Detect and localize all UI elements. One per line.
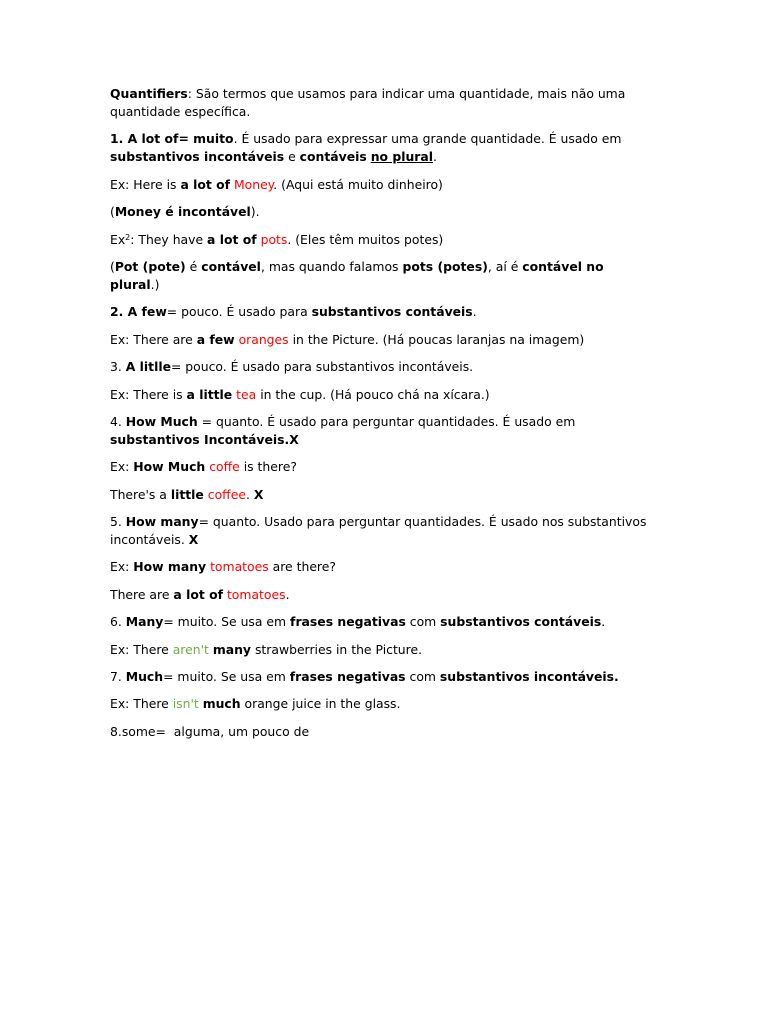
example-4-end: in the cup. (Há pouco chá na xícara.) — [256, 386, 490, 402]
example-7-end: strawberries in the Picture. — [251, 641, 423, 657]
item-5-heading: How many — [125, 514, 199, 530]
example-2-noun: pots — [260, 231, 288, 247]
answer-5-quantifier: little — [170, 486, 204, 502]
item-2-paragraph — [110, 303, 655, 321]
example-6-start: Ex: — [110, 559, 134, 575]
item-6-negative: frases negativas — [290, 614, 406, 630]
item-7-number: 7. — [110, 669, 126, 685]
example-2-start: : They have — [130, 231, 208, 247]
example-7-quantifier: many — [212, 641, 251, 657]
item-4-uncountable: substantivos Incontáveis.X — [110, 431, 299, 447]
item-6-text: = muito. Se usa em — [163, 614, 291, 630]
example-4-quantifier: a little — [186, 386, 233, 402]
example-3-quantifier: a few — [196, 331, 235, 347]
answer-6-paragraph — [110, 586, 655, 604]
item-6-period: . — [601, 614, 606, 630]
example-3-start: Ex: There are — [110, 331, 197, 347]
example-3-end: in the Picture. (Há poucas laranjas na imagem) — [288, 331, 585, 347]
note-1-close: ). — [250, 204, 260, 220]
item-3-text: = pouco. É usado para substantivos incontáveis. — [170, 359, 474, 375]
example-2-superscript: 2 — [125, 232, 131, 242]
item-3-number: 3. — [110, 359, 126, 375]
example-1-start: Ex: Here is — [110, 176, 181, 192]
item-6-number: 6. — [110, 614, 126, 630]
example-4-noun: tea — [236, 386, 257, 402]
example-8-start: Ex: There — [110, 696, 173, 712]
item-5-text: = quanto. Usado para perguntar quantidades. É usado nos substantivos incontáveis. — [110, 514, 647, 548]
item-1-plural: no plural — [370, 149, 433, 165]
example-1-quantifier: a lot of — [180, 176, 231, 192]
item-4-text: = quanto. É usado para perguntar quantidades. É usado em — [197, 413, 576, 429]
item-7-heading: Much — [125, 669, 164, 685]
answer-6-start: There are — [110, 586, 174, 602]
note-1-text: Money é incontável — [114, 204, 251, 220]
example-1-end: . (Aqui está muito dinheiro) — [273, 176, 443, 192]
example-3-noun: oranges — [238, 331, 289, 347]
item-8-paragraph — [110, 723, 655, 741]
intro-text: : São termos que usamos para indicar uma quantidade, mais não uma quantidade específica. — [110, 86, 626, 119]
item-2-period: . — [472, 304, 477, 320]
example-8-end: orange juice in the glass. — [240, 696, 401, 712]
item-3-paragraph — [110, 358, 655, 376]
item-6-heading: Many — [125, 614, 164, 630]
item-6-countable: substantivos contáveis — [440, 614, 602, 630]
answer-6-quantifier: a lot of — [173, 586, 223, 602]
note-2-pot: Pot (pote) — [114, 258, 186, 274]
item-4-heading: How Much — [125, 413, 198, 429]
example-2-ex: Ex — [110, 231, 126, 247]
example-6-paragraph — [110, 558, 655, 576]
item-2-heading: 2. A few — [110, 304, 167, 320]
document-body — [110, 85, 655, 750]
item-1-and: e — [284, 149, 300, 165]
example-5-quantifier: How Much — [133, 459, 206, 475]
intro-paragraph — [110, 85, 655, 121]
item-1-countable: contáveis — [299, 149, 367, 165]
example-7-negation: aren't — [172, 641, 209, 657]
example-5-start: Ex: — [110, 459, 134, 475]
item-4-number: 4. — [110, 413, 126, 429]
example-1-paragraph — [110, 176, 655, 194]
answer-6-noun: tomatoes — [226, 586, 286, 602]
example-5-paragraph — [110, 458, 655, 476]
item-1-period: . — [433, 149, 437, 165]
note-2-countable-plural: contável no plural — [110, 258, 604, 292]
example-1-noun: Money — [233, 176, 274, 192]
item-1-uncountable: substantivos incontáveis — [110, 149, 285, 165]
item-7-paragraph — [110, 668, 655, 686]
item-1-paragraph — [110, 130, 655, 166]
example-6-noun: tomatoes — [210, 559, 269, 575]
item-7-uncountable: substantivos incontáveis. — [439, 669, 619, 685]
note-2-open: ( — [110, 258, 115, 274]
item-1-text: . É usado para expressar uma grande quantidade. É usado em — [233, 131, 622, 147]
answer-5-paragraph — [110, 486, 655, 504]
answer-5-start: There's a — [110, 486, 171, 502]
example-5-end: is there? — [239, 459, 297, 475]
item-2-countable: substantivos contáveis — [311, 304, 473, 320]
item-5-number: 5. — [110, 514, 126, 530]
example-8-negation: isn't — [172, 696, 199, 712]
intro-term: Quantifiers — [110, 86, 188, 101]
example-2-paragraph — [110, 231, 655, 249]
item-6-with: com — [405, 614, 441, 630]
item-2-text: = pouco. É usado para — [166, 304, 312, 320]
item-8-text: 8.some= alguma, um pouco de — [110, 723, 310, 739]
example-5-noun: coffe — [209, 459, 240, 475]
note-2-then: , aí é — [487, 258, 523, 274]
example-7-start: Ex: There — [110, 641, 173, 657]
example-6-end: are there? — [268, 559, 336, 575]
item-7-text: = muito. Se usa em — [163, 669, 290, 685]
note-2-close: .) — [150, 276, 160, 292]
example-2-end: . (Eles têm muitos potes) — [287, 231, 444, 247]
answer-6-period: . — [285, 586, 290, 602]
item-3-heading: A litlle — [125, 359, 171, 375]
example-6-quantifier: How many — [133, 559, 207, 575]
item-7-with: com — [405, 669, 440, 685]
example-7-paragraph — [110, 641, 655, 659]
answer-5-noun: coffee — [207, 486, 246, 502]
item-4-paragraph — [110, 413, 655, 449]
example-4-paragraph — [110, 386, 655, 404]
example-2-quantifier: a lot of — [207, 231, 257, 247]
note-2-is: é — [185, 258, 202, 274]
answer-5-period: . — [245, 486, 254, 502]
note-1-open: ( — [110, 204, 115, 220]
item-1-heading: 1. A lot of= muito — [110, 131, 234, 147]
note-2-countable: contável — [201, 258, 261, 274]
example-3-paragraph — [110, 331, 655, 349]
example-4-start: Ex: There is — [110, 386, 187, 402]
note-2-but: , mas quando falamos — [260, 258, 403, 274]
answer-5-mark: X — [253, 486, 264, 502]
item-5-mark: X — [188, 532, 199, 548]
example-8-quantifier: much — [202, 696, 241, 712]
example-8-paragraph — [110, 695, 655, 713]
item-6-paragraph — [110, 613, 655, 631]
item-7-negative: frases negativas — [289, 669, 406, 685]
item-5-paragraph — [110, 513, 655, 549]
note-2-pots: pots (potes) — [402, 258, 488, 274]
note-2-paragraph — [110, 258, 655, 294]
note-1-paragraph — [110, 203, 655, 221]
